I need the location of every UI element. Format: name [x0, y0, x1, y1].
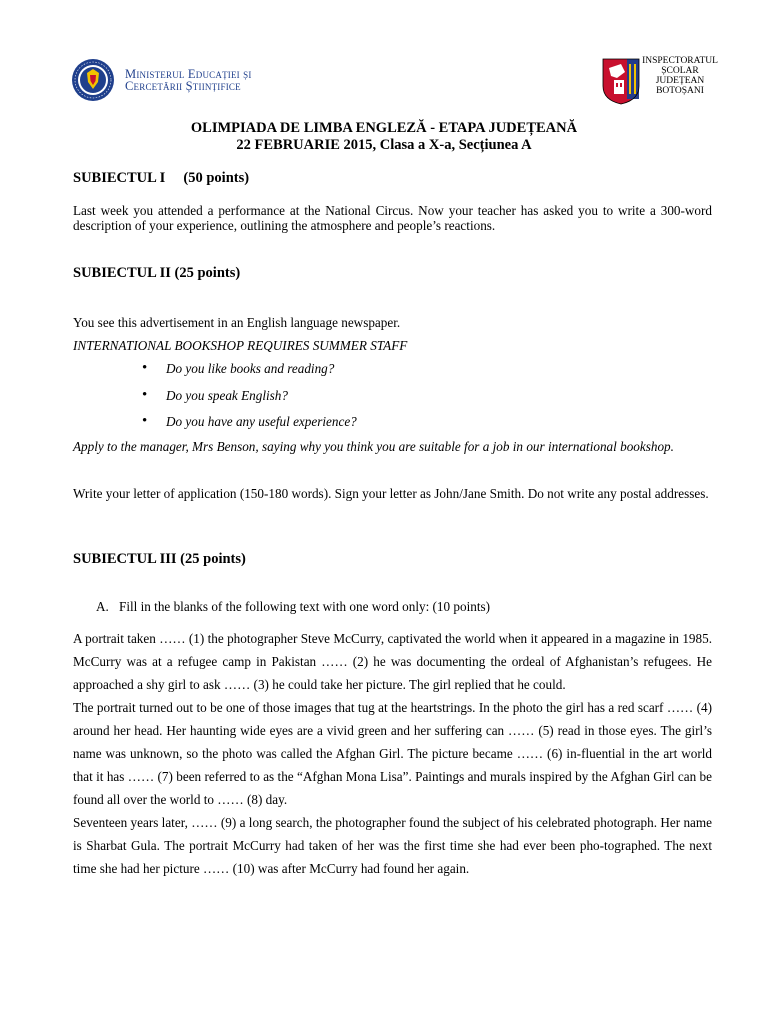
cloze-paragraph-2: The portrait turned out to be one of those images that tug at the heartstrings. In the photo the girl has a red scarf …… (4) around her head. Her haunting wide eyes are a vivid green and her suffering can …… (5) read in those eyes. The girl’s name was unknown, so the photo was called the Afghan Girl. The picture became …… (6) in-fluential in the art world that it has …… (7) been referred to as the “Afghan Mona Lisa”. Paintings and murals inspired by the Afghan Girl can be found all over the world to …… (8) day. — [73, 700, 712, 807]
ministry-name — [125, 68, 252, 92]
section-2-heading: SUBIECTUL II (25 points) — [73, 265, 241, 281]
section-2-instructions: Write your letter of application (150-180 words). Sign your letter as John/Jane Smith. Do not write any postal addresses. — [73, 486, 709, 501]
advertisement-title: INTERNATIONAL BOOKSHOP REQUIRES SUMMER STAFF — [73, 338, 408, 353]
task-a-label: A. — [96, 599, 109, 614]
isj-line-2: ȘCOLAR — [661, 66, 699, 76]
ministry-line-2: Cercetării Științifice — [125, 79, 241, 93]
isj-line-3: JUDEȚEAN — [655, 76, 705, 86]
list-item: • Do you have any useful experience? — [142, 413, 357, 440]
isj-line-1: INSPECTORATUL — [642, 56, 718, 66]
section-3-heading: SUBIECTUL III (25 points) — [73, 551, 246, 567]
botosani-crest-icon — [601, 56, 641, 106]
list-item: • Do you like books and reading? — [142, 360, 357, 387]
section-2-intro: You see this advertisement in an English language newspaper. — [73, 315, 401, 330]
section-1-task: Last week you attended a performance at the National Circus. Now your teacher has asked you to write a 300-word description of your experience, outlining the atmosphere and people’s reactions. — [73, 203, 712, 233]
cloze-paragraph-1: A portrait taken …… (1) the photographer Steve McCurry, captivated the world when it appeared in a magazine in 1985. McCurry was at a refugee camp in Pakistan …… (2) he was documenting the ordeal of Afghanistan’s refugees. He approached a shy girl to ask …… (3) he could take her picture. The girl replied that he could. — [73, 631, 712, 692]
exam-date-class: 22 FEBRUARIE 2015, Clasa a X-a, Secțiunea A — [236, 137, 532, 153]
section-2-apply: Apply to the manager, Mrs Benson, saying why you think you are suitable for a job in our international bookshop. — [73, 439, 674, 454]
romania-seal-icon — [71, 58, 115, 102]
isj-line-4: BOTOȘANI — [656, 86, 704, 96]
section-3-task-a — [96, 599, 490, 615]
list-item: • Do you speak English? — [142, 387, 357, 414]
exam-title: OLIMPIADA DE LIMBA ENGLEZĂ - ETAPA JUDEȚEANĂ — [190, 120, 578, 136]
task-a-text: Fill in the blanks of the following text with one word only: (10 points) — [119, 599, 491, 614]
isj-name — [642, 56, 718, 96]
section-1-heading: SUBIECTUL I (50 points) — [73, 170, 250, 186]
ministry-logo — [71, 58, 252, 102]
advertisement-questions — [142, 360, 357, 440]
ministry-line-1: Ministerul Educației și — [125, 67, 252, 81]
cloze-paragraph-3: Seventeen years later, …… (9) a long search, the photographer found the subject of his celebrated photograph. Her name is Sharbat Gula. The portrait McCurry had taken of her was the first time she had ever been pho-tographed. The next time she had her picture …… (10) was after McCurry had found her again. — [73, 815, 712, 876]
isj-logo — [601, 56, 718, 106]
